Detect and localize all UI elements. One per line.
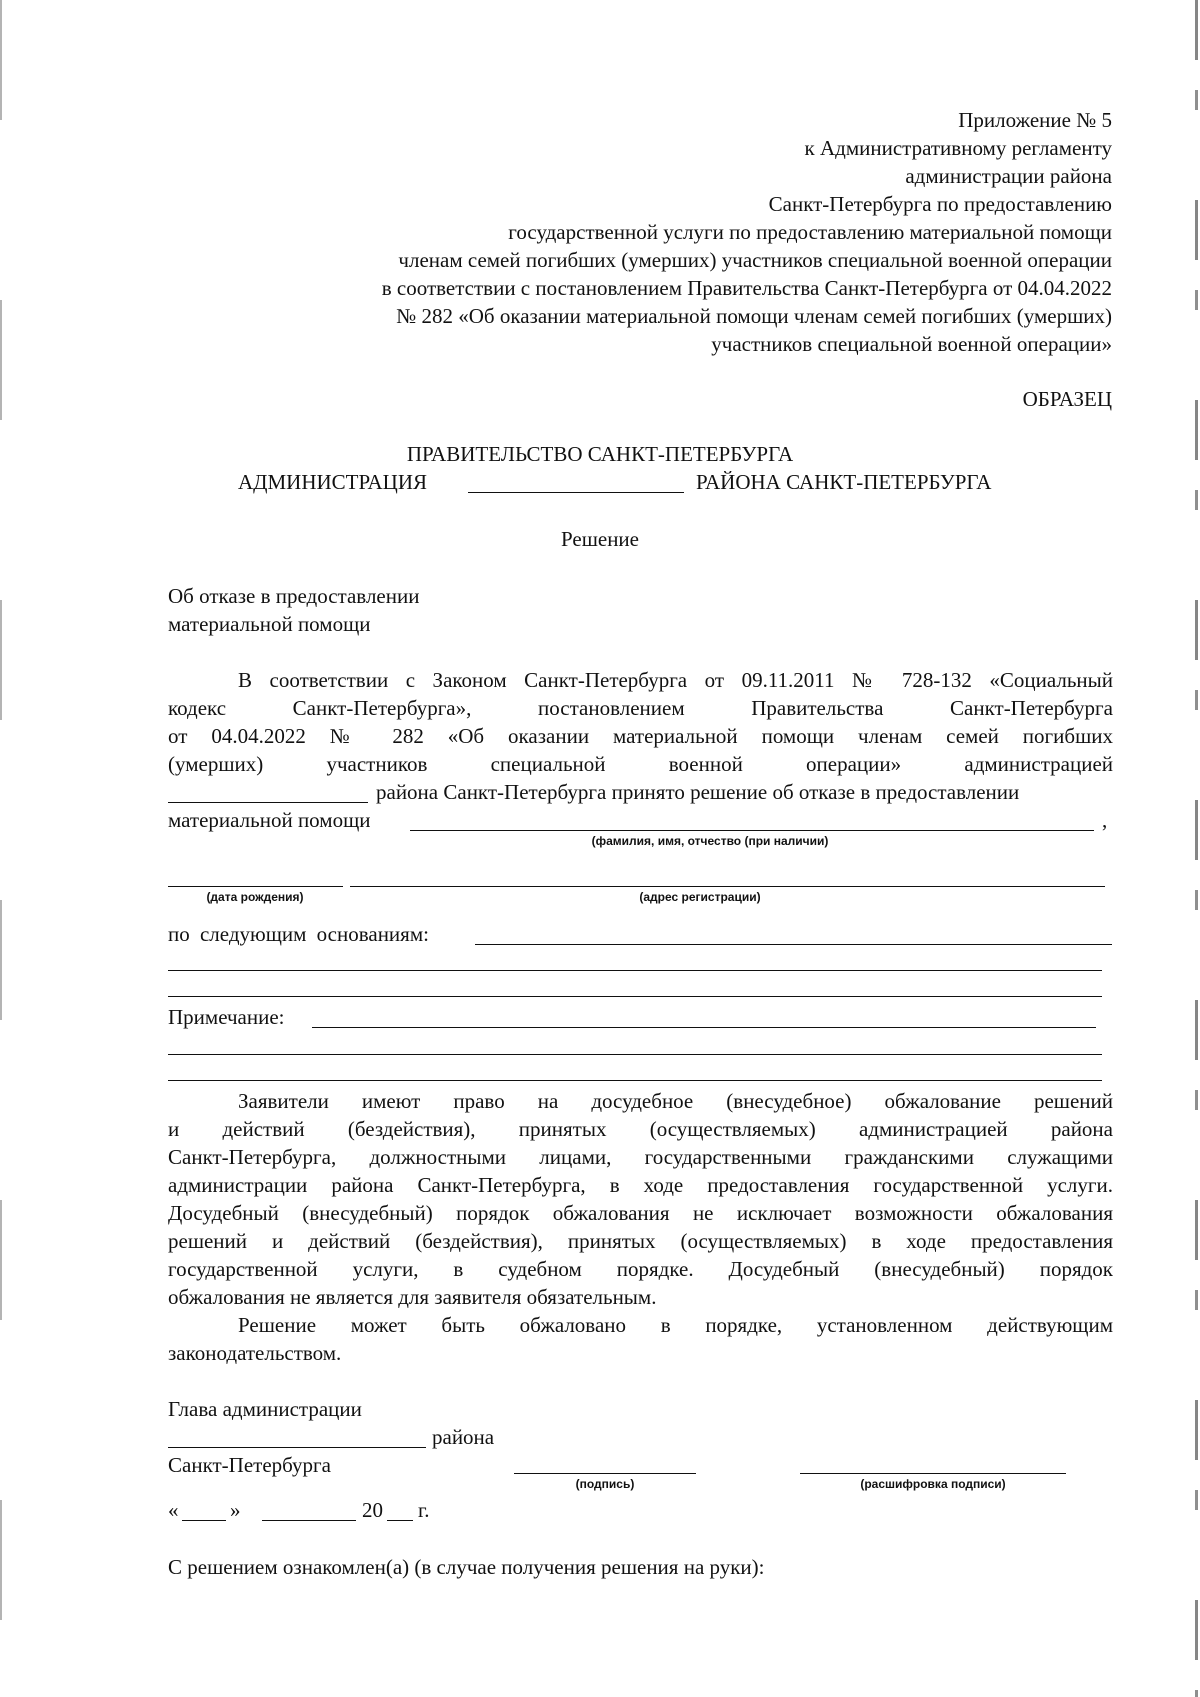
head-title: Глава администрации bbox=[168, 1397, 362, 1421]
appendix-line: в соответствии с постановлением Правительства Санкт-Петербурга от 04.04.2022 bbox=[381, 276, 1112, 300]
caption-birth: (дата рождения) bbox=[206, 890, 304, 904]
sample-mark: ОБРАЗЕЦ bbox=[1022, 387, 1112, 411]
body-line: В соответствии с Законом Санкт-Петербурга от 09.11.2011 № 728-132 «Социальный bbox=[238, 668, 1113, 692]
appendix-line: Санкт-Петербурга по предоставлению bbox=[768, 192, 1112, 216]
signature-decode-blank[interactable] bbox=[800, 1473, 1066, 1474]
subject-line: Об отказе в предоставлении bbox=[168, 584, 420, 608]
appendix-line: членам семей погибших (умерших) участников специальной военной операции bbox=[398, 248, 1112, 272]
date-close-quote: » bbox=[230, 1498, 241, 1522]
appeal-line: государственной услуги, в судебном порядке. Досудебный (внесудебный) порядок bbox=[168, 1257, 1113, 1281]
admin-title-right: РАЙОНА САНКТ-ПЕТЕРБУРГА bbox=[696, 470, 992, 494]
scan-edge-right bbox=[1195, 0, 1198, 1697]
appendix-line: администрации района bbox=[905, 164, 1112, 188]
date-year-prefix: 20 bbox=[362, 1498, 383, 1522]
appeal-line: решений и действий (бездействия), принятых (осуществляемых) в ходе предоставления bbox=[168, 1229, 1113, 1253]
appendix-number: Приложение № 5 bbox=[958, 108, 1112, 132]
appeal-line: Досудебный (внесудебный) порядок обжалования не исключает возможности обжалования bbox=[168, 1201, 1113, 1225]
appeal-line: администрации района Санкт-Петербурга, в ходе предоставления государственной услуги. bbox=[168, 1173, 1113, 1197]
appendix-line: государственной услуги по предоставлению материальной помощи bbox=[508, 220, 1112, 244]
appendix-line: участников специальной военной операции» bbox=[711, 332, 1112, 356]
appeal-line: и действий (бездействия), принятых (осуществляемых) администрацией района bbox=[168, 1117, 1113, 1141]
acknowledge-line: С решением ознакомлен(а) (в случае получения решения на руки): bbox=[168, 1555, 765, 1579]
admin-title-left: АДМИНИСТРАЦИЯ bbox=[238, 470, 427, 494]
appeal-line: обжалования не является для заявителя обязательным. bbox=[168, 1285, 657, 1309]
fio-blank[interactable] bbox=[410, 830, 1094, 831]
note-label: Примечание: bbox=[168, 1005, 285, 1029]
appeal-line: Санкт-Петербурга, должностными лицами, государственными гражданскими служащими bbox=[168, 1145, 1113, 1169]
caption-fio: (фамилия, имя, отчество (при наличии) bbox=[591, 834, 829, 848]
subject-line: материальной помощи bbox=[168, 612, 371, 636]
date-day-blank[interactable] bbox=[182, 1520, 226, 1521]
date-open-quote: « bbox=[168, 1498, 179, 1522]
note-blank[interactable] bbox=[168, 1080, 1102, 1081]
court-line: Решение может быть обжаловано в порядке, установленном действующим bbox=[238, 1313, 1113, 1337]
decision-title: Решение bbox=[560, 527, 639, 551]
district-name-blank[interactable] bbox=[168, 802, 368, 803]
date-year-suffix: г. bbox=[418, 1498, 430, 1522]
government-title: ПРАВИТЕЛЬСТВО САНКТ-ПЕТЕРБУРГА bbox=[406, 442, 794, 466]
birth-date-blank[interactable] bbox=[168, 886, 343, 887]
body-line: района Санкт-Петербурга принято решение об отказе в предоставлении bbox=[376, 780, 1020, 804]
caption-signature-decode: (расшифровка подписи) bbox=[860, 1477, 1006, 1491]
grounds-blank[interactable] bbox=[475, 944, 1112, 945]
appendix-line: № 282 «Об оказании материальной помощи членам семей погибших (умерших) bbox=[396, 304, 1112, 328]
court-line: законодательством. bbox=[168, 1341, 342, 1365]
head-title: района bbox=[432, 1425, 495, 1449]
appendix-line: к Административному регламенту bbox=[804, 136, 1112, 160]
grounds-label: по следующим основаниям: bbox=[168, 922, 429, 946]
date-year-blank[interactable] bbox=[387, 1520, 413, 1521]
caption-address: (адрес регистрации) bbox=[639, 890, 761, 904]
signature-blank[interactable] bbox=[514, 1473, 696, 1474]
address-blank[interactable] bbox=[350, 886, 1105, 887]
body-line: от 04.04.2022 № 282 «Об оказании материальной помощи членам семей погибших bbox=[168, 724, 1113, 748]
head-title: Санкт-Петербурга bbox=[168, 1453, 331, 1477]
note-blank[interactable] bbox=[312, 1027, 1096, 1028]
body-line: (умерших) участников специальной военной операции» администрацией bbox=[168, 752, 1113, 776]
grounds-blank[interactable] bbox=[168, 996, 1102, 997]
caption-signature: (подпись) bbox=[575, 1477, 635, 1491]
comma: , bbox=[1102, 808, 1108, 832]
district-blank[interactable] bbox=[468, 492, 684, 493]
body-line: кодекс Санкт-Петербурга», постановлением Правительства Санкт-Петербурга bbox=[168, 696, 1113, 720]
aid-label: материальной помощи bbox=[168, 808, 371, 832]
appeal-line: Заявители имеют право на досудебное (внесудебное) обжалование решений bbox=[238, 1089, 1113, 1113]
date-month-blank[interactable] bbox=[262, 1520, 356, 1521]
grounds-blank[interactable] bbox=[168, 970, 1102, 971]
scan-edge-left bbox=[0, 0, 2, 1697]
head-district-blank[interactable] bbox=[168, 1447, 426, 1448]
note-blank[interactable] bbox=[168, 1054, 1102, 1055]
